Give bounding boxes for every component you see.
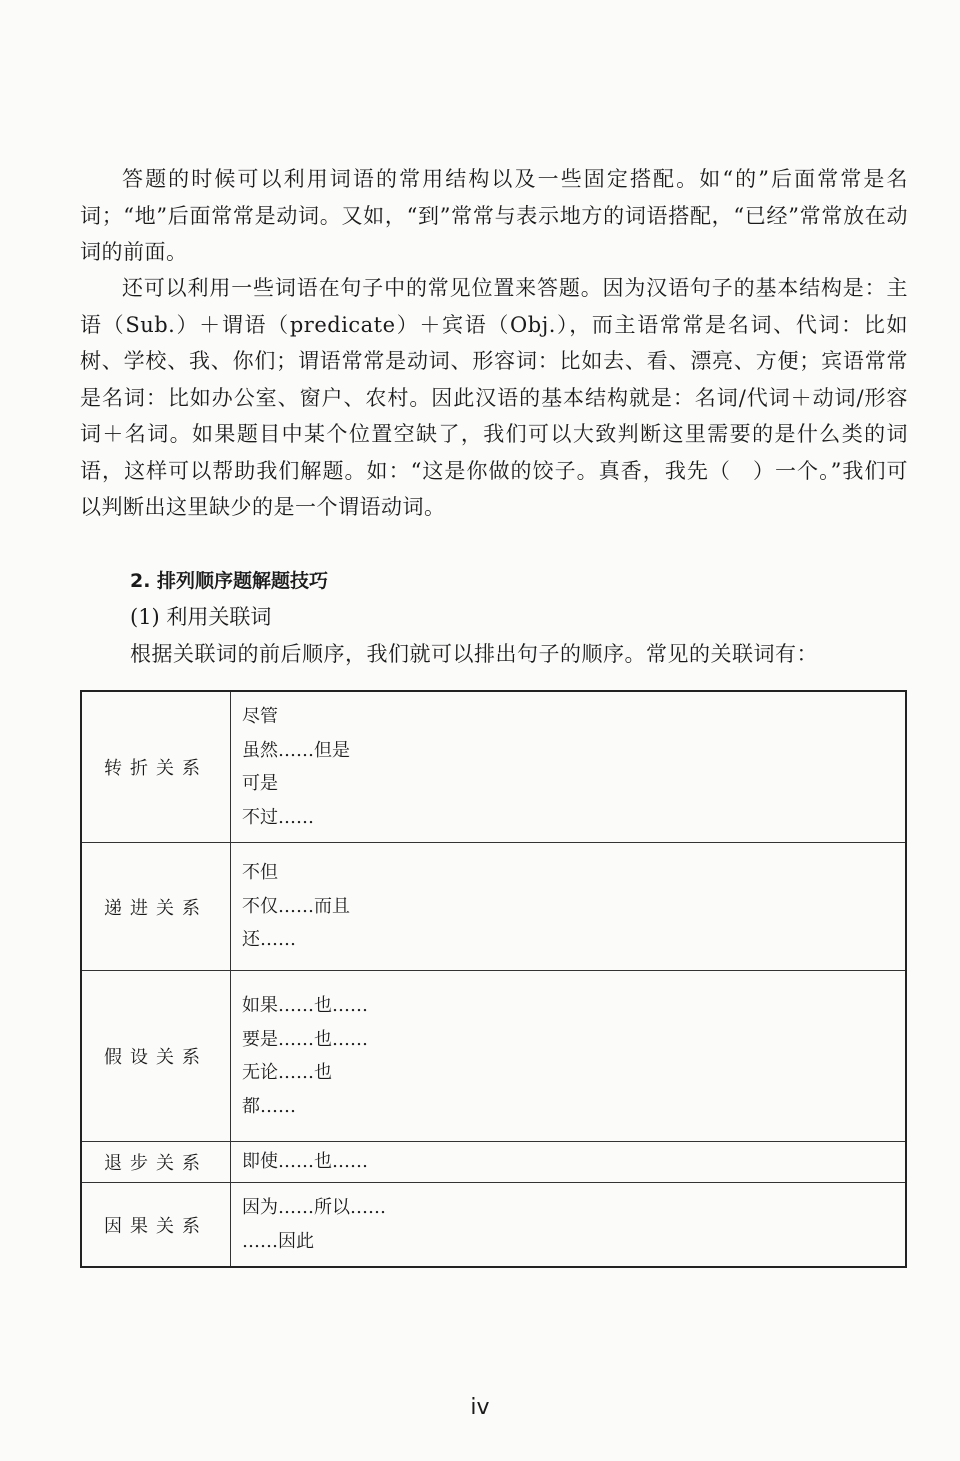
intro-text: 根据关联词的前后顺序，我们就可以排出句子的顺序。常见的关联词有： <box>130 642 818 666</box>
conjunction-item: 虽然……但是 <box>242 739 350 761</box>
conjunction-item: 如果……也…… <box>242 995 368 1016</box>
relation-label: 递进关系 <box>81 843 231 971</box>
conjunction-list <box>231 691 907 843</box>
subheading: (1) 利用关联词 <box>130 605 272 629</box>
conjunction-item: 不但 <box>242 862 278 884</box>
section-heading: 2. 排列顺序题解题技巧 <box>130 570 329 592</box>
conjunction-list <box>231 843 907 971</box>
table-row <box>81 691 906 843</box>
conjunction-item: 不仅……而且 <box>242 895 350 917</box>
paragraph-fixed-collocations: 答题的时候可以利用词语的常用结构以及一些固定搭配。如“的”后面常常是名词；“地”后面常常是动词。又如，“到”常常与表示地方的词语搭配，“已经”常常放在动词的前面。 <box>80 167 908 264</box>
conjunction-item: 不过…… <box>242 806 314 828</box>
relation-label: 转折关系 <box>81 691 231 843</box>
conjunction-item: 可是 <box>242 773 278 794</box>
conjunction-item: 还…… <box>242 929 296 951</box>
conjunction-item: 尽管 <box>242 706 278 727</box>
conjunction-item: 要是……也…… <box>242 1028 368 1050</box>
relation-label: 假设关系 <box>81 971 231 1142</box>
table-row <box>81 1142 906 1183</box>
relation-label: 因果关系 <box>81 1183 231 1268</box>
paragraph-sentence-structure: 还可以利用一些词语在句子中的常见位置来答题。因为汉语句子的基本结构是：主语（Sub.）＋谓语（predicate）＋宾语（Obj.），而主语常常是名词、代词：比如树、学校、我、你们；谓语常常是动词、形容词：比如去、看、漂亮、方便；宾语常常是名词：比如办公室、窗户、农村。因此汉语的基本结构就是：名词/代词＋动词/形容词＋名词。如果题目中某个位置空缺了，我们可以大致判断这里需要的是什么类的词语，这样可以帮助我们解题。如：“这是你做的饺子。真香，我先（ ）一个。”我们可以判断出这里缺少的是一个谓语动词。 <box>80 276 908 519</box>
conjunction-item: 无论……也 <box>242 1062 332 1083</box>
table-row <box>81 843 906 971</box>
conjunction-item: 都…… <box>242 1095 296 1117</box>
page-number: iv <box>470 1395 490 1420</box>
conjunction-list <box>231 1142 907 1183</box>
conjunction-list <box>231 971 907 1142</box>
table-row <box>81 1183 906 1268</box>
conjunction-item: 因为……所以…… <box>242 1197 386 1218</box>
table-row <box>81 971 906 1142</box>
conjunction-item: ……因此 <box>242 1230 314 1252</box>
relation-label: 退步关系 <box>81 1142 231 1183</box>
conjunction-item: 即使……也…… <box>242 1151 368 1173</box>
conjunction-table <box>80 690 907 1268</box>
conjunction-list <box>231 1183 907 1268</box>
